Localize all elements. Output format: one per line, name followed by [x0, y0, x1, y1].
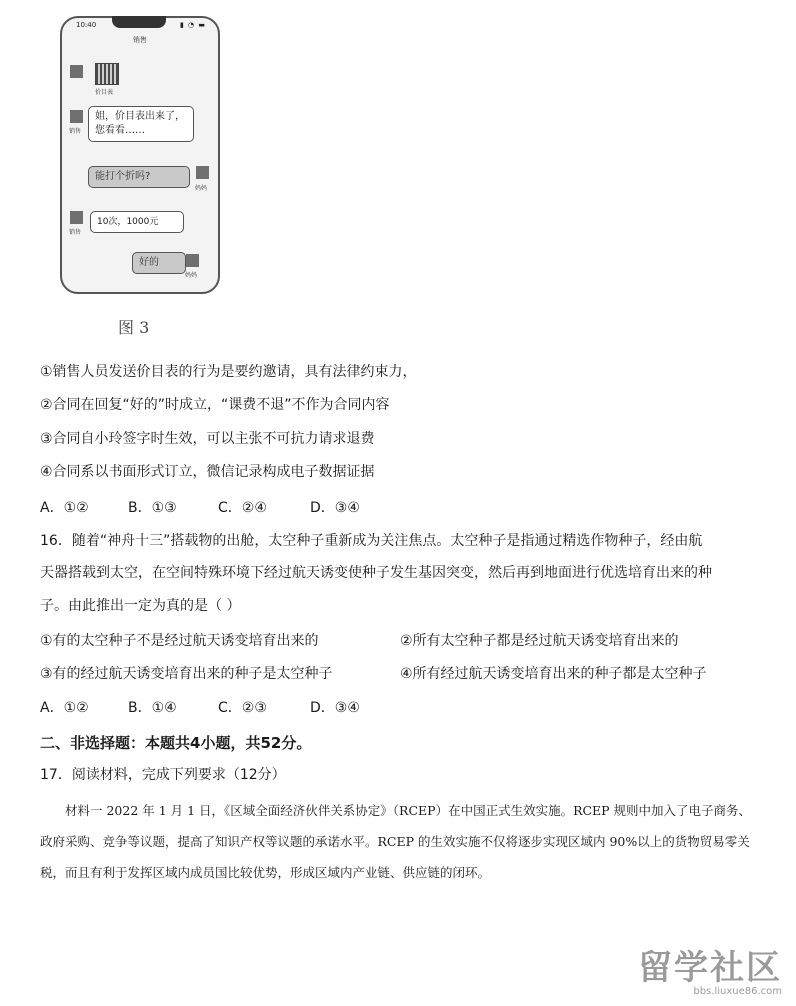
q16-option-c: C．②③ [218, 700, 267, 716]
q17-title: 17．阅读材料，完成下列要求（12分） [40, 767, 286, 783]
q15-statement-2: ②合同在回复“好的”时成立，“课费不退”不作为合同内容 [40, 397, 390, 413]
q16-stem-line-2: 天器搭载到太空，在空间特殊环境下经过航天诱变使种子发生基因突变，然后再到地面进行优选培育出来的种 [40, 565, 712, 581]
mom-avatar-icon [186, 254, 199, 267]
q15-option-d: D．③④ [310, 500, 360, 516]
sender-mom: 妈妈 [185, 272, 198, 279]
q15-option-a: A．①② [40, 500, 89, 516]
q16-stem-line-1: 16．随着“神舟十三”搭载物的出舱，太空种子重新成为关注焦点。太空种子是指通过精选作物种子，经由航 [40, 533, 703, 549]
status-icons: ▮ ◔ ▬ [179, 21, 206, 29]
q16-statement-3: ③有的经过航天诱变培育出来的种子是太空种子 [40, 666, 333, 682]
q17-material-1: 材料一 2022 年 1 月 1 日，《区域全面经济伙伴关系协定》（RCEP）在中国正式生效实施。RCEP 规则中加入了电子商务、政府采购、竞争等议题，提高了知识产权等议题的承诺水平。RCEP 的生效实施不仅将逐步实现区域内 90%以上的货物贸易零关税，而且有利于发挥区域内成员国比较优势，形成区域内产业链、供应链的闭环。 [40, 803, 752, 880]
phone-chat-figure [60, 16, 220, 294]
chat-message-2: 能打个折吗? [88, 166, 190, 188]
price-list-label: 价目表 [95, 89, 114, 96]
q15-statement-1: ①销售人员发送价目表的行为是要约邀请，具有法律约束力， [40, 364, 417, 380]
sales-avatar-icon [70, 211, 83, 224]
status-time: 10:40 [76, 21, 97, 29]
q16-stem-line-3: 子。由此推出一定为真的是（ ） [40, 598, 241, 614]
sales-avatar-icon [70, 110, 83, 123]
q15-statement-4: ④合同系以书面形式订立，微信记录构成电子数据证据 [40, 464, 375, 480]
q16-option-d: D．③④ [310, 700, 360, 716]
q15-option-b: B．①③ [128, 500, 177, 516]
sales-avatar-icon [70, 65, 83, 78]
q15-statement-3: ③合同自小玲签字时生效，可以主张不可抗力请求退费 [40, 431, 375, 447]
price-list-document-icon [95, 63, 119, 85]
chat-message-1: 姐，价目表出来了，您看看…… [88, 106, 194, 142]
q16-statement-1: ①有的太空种子不是经过航天诱变培育出来的 [40, 633, 319, 649]
site-watermark [638, 950, 782, 998]
chat-title: 销售 [133, 36, 147, 44]
chat-message-3: 10次，1000元 [90, 211, 184, 233]
chat-message-4: 好的 [132, 252, 186, 274]
sender-mom: 妈妈 [195, 185, 208, 192]
section-heading: 二、非选择题：本题共4小题，共52分。 [40, 734, 312, 752]
q15-option-c: C．②④ [218, 500, 267, 516]
sender-sales: 销售 [69, 128, 82, 135]
mom-avatar-icon [196, 166, 209, 179]
sender-sales: 销售 [69, 229, 82, 236]
q16-statement-4: ④所有经过航天诱变培育出来的种子都是太空种子 [400, 666, 707, 682]
q16-statement-2: ②所有太空种子都是经过航天诱变培育出来的 [400, 633, 679, 649]
q16-option-a: A．①② [40, 700, 89, 716]
phone-notch [112, 16, 166, 28]
watermark-logo-text: 留学社区 [638, 948, 782, 988]
figure-caption: 图 3 [118, 318, 150, 337]
q16-option-b: B．①④ [128, 700, 177, 716]
watermark-url: bbs.liuxue86.com [693, 986, 782, 997]
